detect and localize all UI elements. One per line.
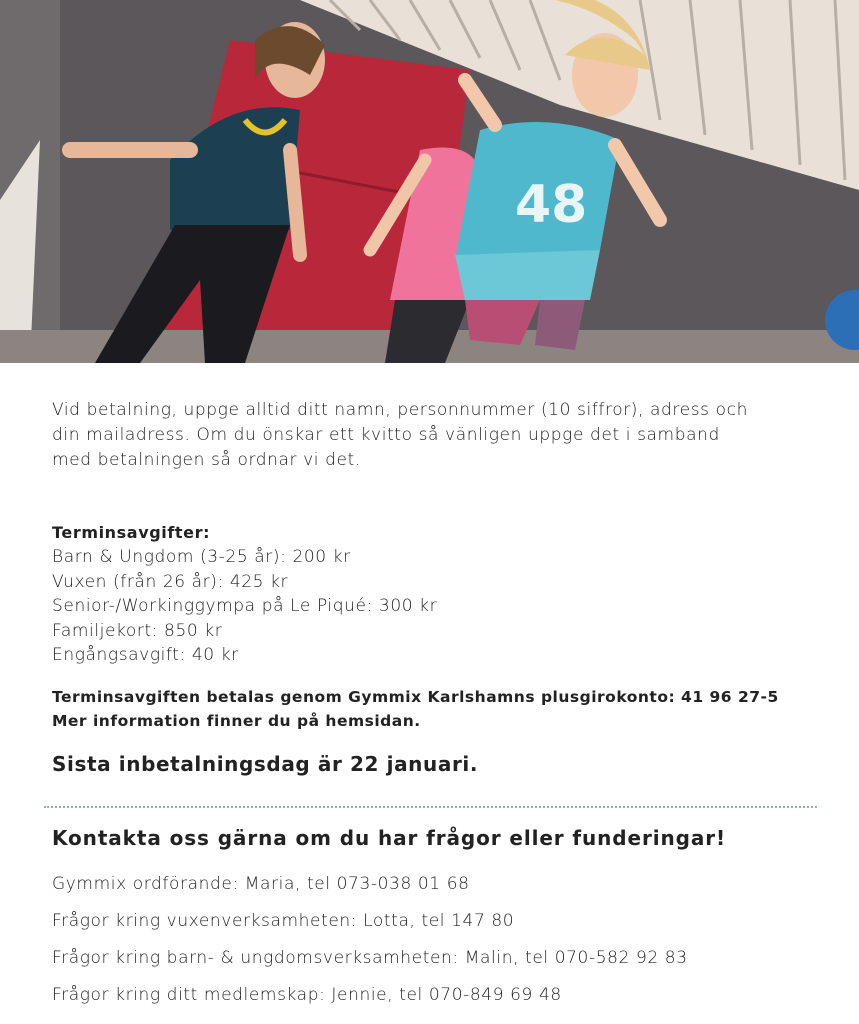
payment-intro-line: Vid betalning, uppge alltid ditt namn, personnummer (10 siffror), adress och	[52, 400, 748, 420]
fee-item: Engångsavgift: 40 kr	[52, 645, 239, 666]
payment-info	[52, 685, 842, 733]
contact-line: Gymmix ordförande: Maria, tel 073-038 01 68	[52, 874, 470, 894]
dotted-divider	[44, 806, 817, 808]
payment-intro	[52, 398, 842, 473]
fees-heading: Terminsavgifter:	[52, 523, 211, 542]
contact-line: Frågor kring ditt medlemskap: Jennie, tel 070-849 69 48	[52, 985, 562, 1005]
fee-item: Vuxen (från 26 år): 425 kr	[52, 571, 289, 592]
fee-item: Familjekort: 850 kr	[52, 620, 223, 641]
contact-line: Frågor kring vuxenverksamheten: Lotta, tel 147 80	[52, 911, 515, 931]
payment-intro-line: med betalningen så ordnar vi det.	[52, 450, 361, 470]
header-photo	[0, 0, 859, 363]
fee-item: Senior-/Workinggympa på Le Piqué: 300 kr	[52, 596, 438, 617]
contact-heading: Kontakta oss gärna om du har frågor eller funderingar!	[52, 826, 727, 850]
contact-line: Frågor kring barn- & ungdomsverksamheten: Malin, tel 070-582 92 83	[52, 948, 688, 968]
main-content	[52, 398, 842, 778]
payment-more-info-line: Mer information finner du på hemsidan.	[52, 711, 421, 730]
jersey-number: 48	[515, 175, 588, 235]
payment-deadline: Sista inbetalningsdag är 22 januari.	[52, 751, 479, 776]
fee-item: Barn & Ungdom (3-25 år): 200 kr	[52, 547, 351, 567]
payment-account-line: Terminsavgiften betalas genom Gymmix Karlshamns plusgirokonto: 41 96 27-5	[52, 687, 779, 706]
payment-intro-line: din mailadress. Om du önskar ett kvitto så vänligen uppge det i samband	[52, 425, 720, 445]
gym-photo-illustration	[0, 0, 859, 363]
